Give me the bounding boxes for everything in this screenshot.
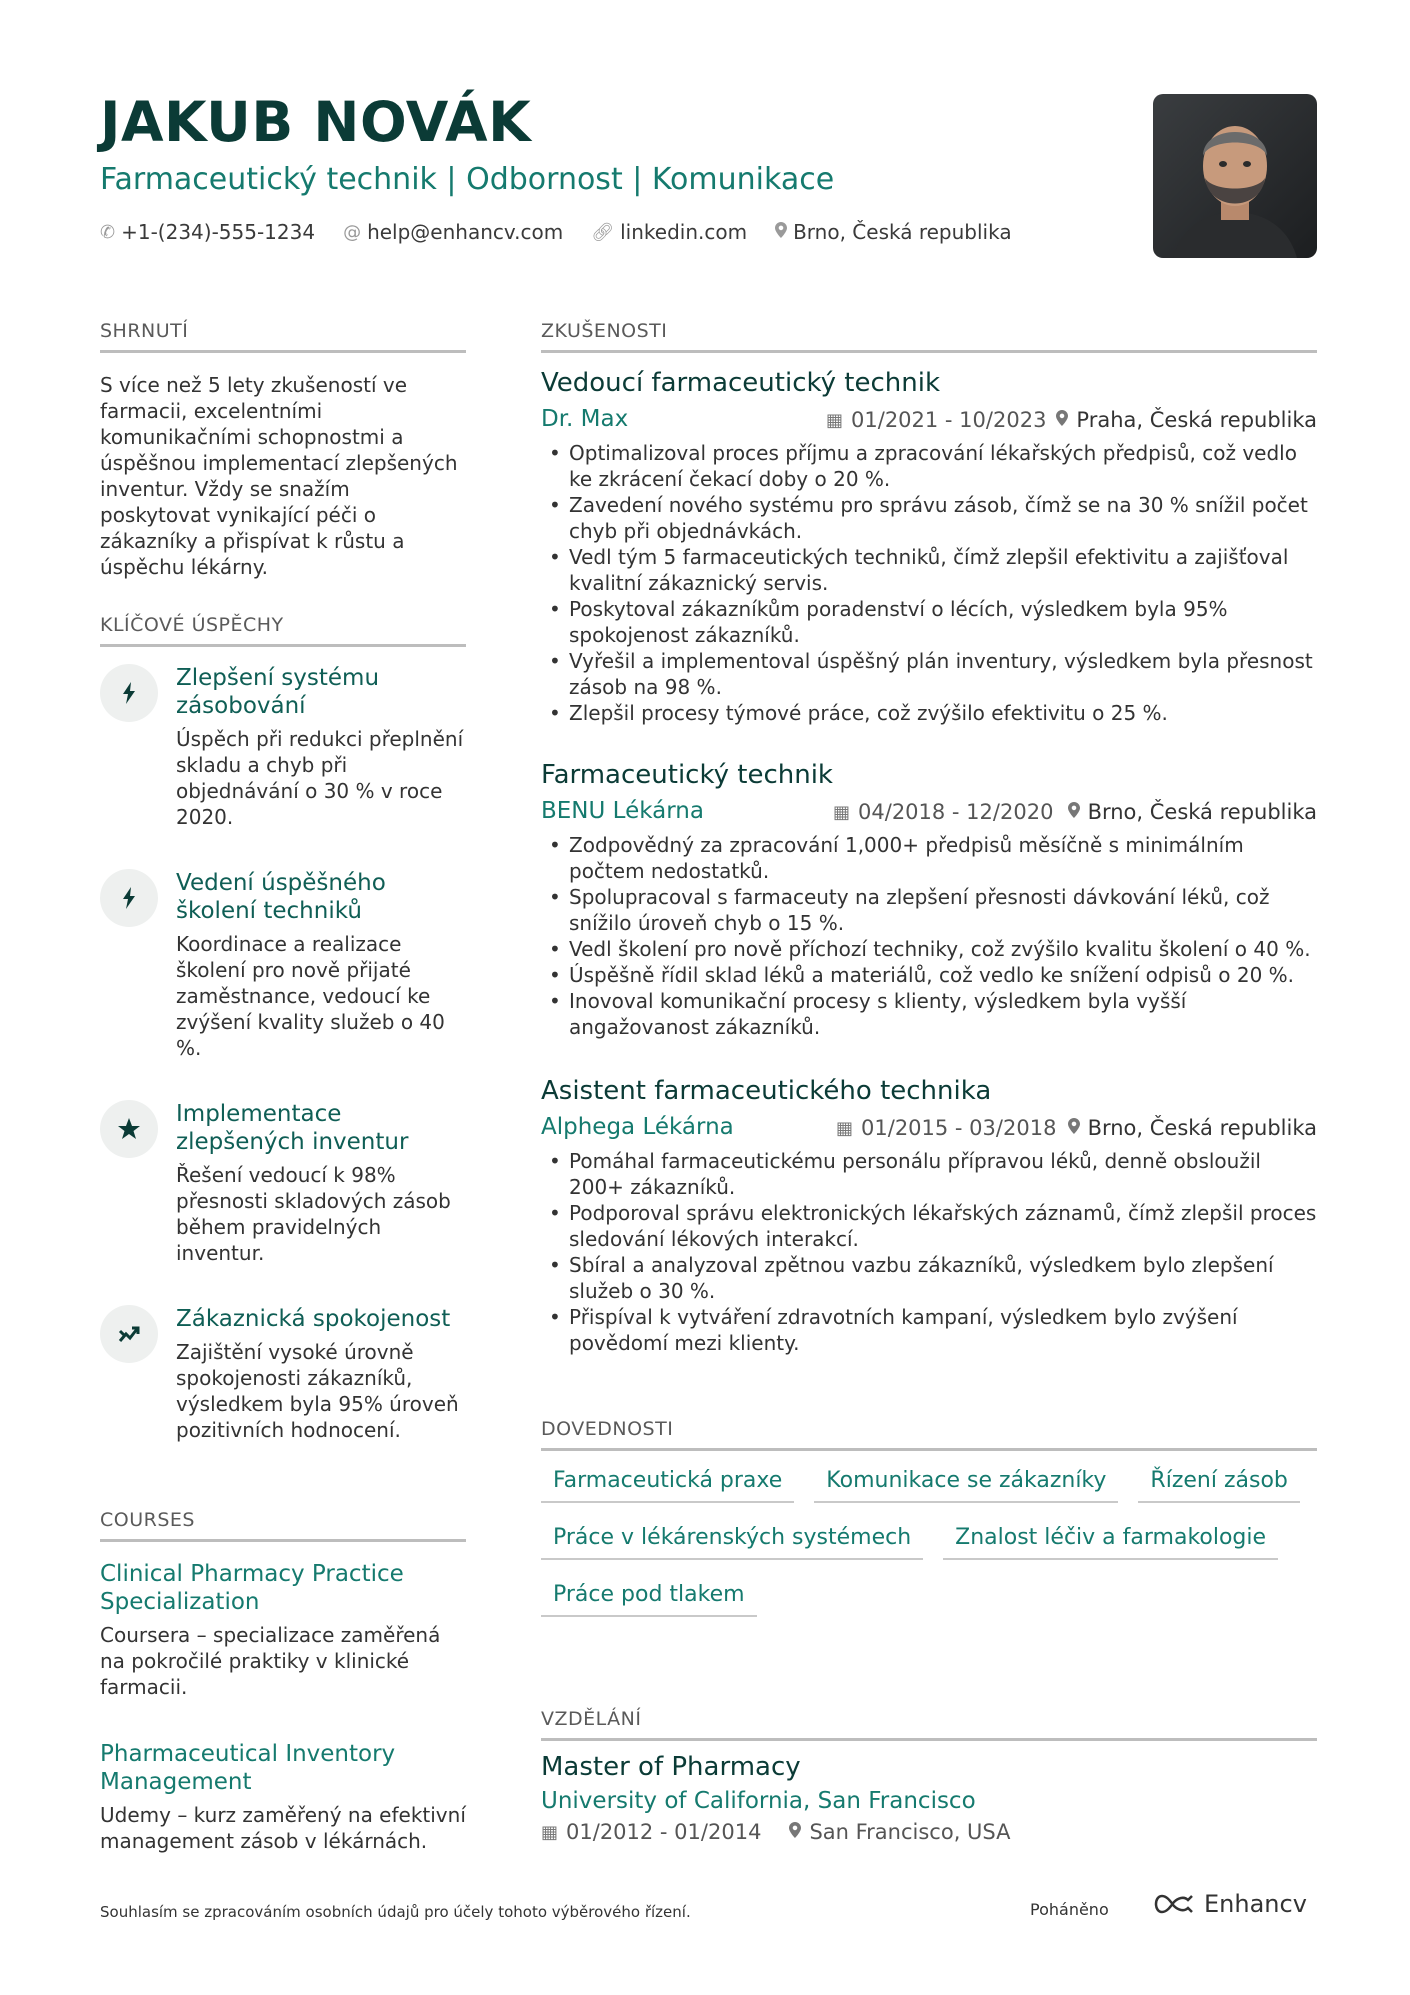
section-title-experience: ZKUŠENOSTI xyxy=(541,320,1317,353)
skill-tag: Komunikace se zákazníky xyxy=(814,1468,1118,1503)
job-company: BENU Lékárna xyxy=(541,798,704,824)
calendar-icon: ▦ xyxy=(836,1117,854,1139)
job-dates-text: 01/2021 - 10/2023 xyxy=(851,408,1047,432)
location-icon xyxy=(1056,410,1068,431)
location-icon xyxy=(775,222,787,243)
contact-email-text: help@enhancv.com xyxy=(367,220,564,244)
candidate-name: JAKUB NOVÁK xyxy=(100,90,532,154)
job-bullets xyxy=(541,440,1317,726)
job-role: Asistent farmaceutického technika xyxy=(541,1076,992,1106)
education-degree: Master of Pharmacy xyxy=(541,1752,801,1782)
section-title-achievements: KLÍČOVÉ ÚSPĚCHY xyxy=(100,614,466,647)
skill-tag: Práce v lékárenských systémech xyxy=(541,1525,923,1560)
course-item xyxy=(100,1560,470,1700)
job-location xyxy=(1068,800,1317,824)
job-bullets xyxy=(541,1148,1317,1356)
contact-location-text: Brno, Česká republika xyxy=(793,220,1012,244)
job-company: Dr. Max xyxy=(541,406,629,432)
job-bullet: • Pomáhal farmaceutickému personálu přípravou léků, denně obsloužil 200+ zákazníků. xyxy=(541,1148,1317,1200)
enhancv-logo-icon xyxy=(1150,1892,1196,1916)
course-desc: Udemy – kurz zaměřený na efektivní management zásob v lékárnách. xyxy=(100,1803,466,1853)
candidate-subtitle: Farmaceutický technik | Odbornost | Komunikace xyxy=(100,162,835,197)
calendar-icon: ▦ xyxy=(826,409,844,431)
job-bullet: • Podporoval správu elektronických lékařských záznamů, čímž zlepšil proces sledování lékových interakcí. xyxy=(541,1200,1317,1252)
job-role: Farmaceutický technik xyxy=(541,760,833,790)
job-bullet: • Poskytoval zákazníkům poradenství o lécích, výsledkem byla 95% spokojenost zákazníků. xyxy=(541,596,1317,648)
job-role: Vedoucí farmaceutický technik xyxy=(541,368,941,398)
education-dates: 01/2012 - 01/2014 xyxy=(566,1820,762,1844)
contact-linkedin-text: linkedin.com xyxy=(620,220,748,244)
job-dates xyxy=(836,1116,1056,1140)
education-meta xyxy=(541,1820,1317,1844)
bolt-icon xyxy=(100,869,158,927)
consent-text: Souhlasím se zpracováním osobních údajů pro účely tohoto výběrového řízení. xyxy=(100,1903,691,1921)
contact-email[interactable] xyxy=(343,220,563,244)
course-title: Pharmaceutical Inventory Management xyxy=(100,1741,396,1795)
at-icon: @ xyxy=(343,221,362,243)
section-title-education: VZDĚLÁNÍ xyxy=(541,1708,1317,1741)
contact-location xyxy=(775,220,1012,244)
job-dates-text: 04/2018 - 12/2020 xyxy=(858,800,1054,824)
education-item xyxy=(541,1752,1317,1844)
location-icon xyxy=(1068,802,1080,823)
achievement-desc: Koordinace a realizace školení pro nově přijaté zaměstnance, vedoucí ke zvýšení kvality služeb o 40 %. xyxy=(176,932,445,1060)
education-school: University of California, San Francisco xyxy=(541,1788,976,1814)
job-location xyxy=(1056,408,1317,432)
section-title-courses: COURSES xyxy=(100,1509,466,1542)
achievement-desc: Řešení vedoucí k 98% přesnosti skladových zásob během pravidelných inventur. xyxy=(176,1163,451,1265)
link-icon: 🔗︎ xyxy=(591,221,615,243)
education-location: San Francisco, USA xyxy=(809,1820,1011,1844)
skill-tag: Znalost léčiv a farmakologie xyxy=(943,1525,1278,1560)
section-title-summary: SHRNUTÍ xyxy=(100,320,466,353)
skill-tag: Práce pod tlakem xyxy=(541,1582,757,1617)
job-location-text: Brno, Česká republika xyxy=(1087,800,1317,824)
calendar-icon: ▦ xyxy=(833,801,851,823)
job-location-text: Brno, Česká republika xyxy=(1087,1116,1317,1140)
bolt-icon xyxy=(100,664,158,722)
job-bullets xyxy=(541,832,1317,1040)
skills-list xyxy=(541,1468,1331,1639)
achievement-desc: Úspěch při redukci přeplnění skladu a chyb při objednávání o 30 % v roce 2020. xyxy=(176,727,464,829)
location-icon xyxy=(1068,1118,1080,1139)
job-location-text: Praha, Česká republika xyxy=(1076,408,1317,432)
course-item xyxy=(100,1740,470,1854)
skill-tag: Farmaceutická praxe xyxy=(541,1468,794,1503)
job-dates xyxy=(826,408,1046,432)
job-bullet: • Sbíral a analyzoval zpětnou vazbu zákazníků, výsledkem bylo zlepšení služeb o 30 %. xyxy=(541,1252,1317,1304)
contact-bar xyxy=(100,220,1040,244)
summary-text: S více než 5 lety zkušeností ve farmacii, excelentními komunikačními schopnostmi a úspěšnou implementací zlepšených inventur. Vždy se snažím poskytovat vynikající péči o zákazníky a přispívat k růstu a úspěchu lékárny. xyxy=(100,373,458,579)
job-bullet: • Inovoval komunikační procesy s klienty, výsledkem byla vyšší angažovanost zákazníků. xyxy=(541,988,1317,1040)
section-title-skills: DOVEDNOSTI xyxy=(541,1418,1317,1451)
job-bullet: • Spolupracoval s farmaceuty na zlepšení přesnosti dávkování léků, což snížilo úroveň chyb o 15 %. xyxy=(541,884,1317,936)
profile-photo xyxy=(1153,94,1317,258)
job-bullet: • Úspěšně řídil sklad léků a materiálů, což vedlo ke snížení odpisů o 20 %. xyxy=(541,962,1317,988)
skill-tag: Řízení zásob xyxy=(1138,1468,1299,1503)
experience-item xyxy=(541,760,1317,1040)
job-bullet: • Vedl školení pro nově příchozí techniky, což zvýšilo kvalitu školení o 40 %. xyxy=(541,936,1317,962)
achievement-title: Implementace zlepšených inventur xyxy=(176,1101,409,1155)
job-bullet: • Optimalizoval proces příjmu a zpracování lékařských předpisů, což vedlo ke zkrácení čekací doby o 20 %. xyxy=(541,440,1317,492)
star-icon xyxy=(100,1100,158,1158)
job-bullet: • Zlepšil procesy týmové práce, což zvýšilo efektivitu o 25 %. xyxy=(541,700,1317,726)
job-bullet: • Zavedení nového systému pro správu zásob, čímž se na 30 % snížil počet chyb při objednávkách. xyxy=(541,492,1317,544)
job-dates xyxy=(833,800,1053,824)
enhancv-logo-text: Enhancv xyxy=(1204,1890,1307,1918)
achievement-title: Vedení úspěšného školení techniků xyxy=(176,870,386,924)
job-dates-text: 01/2015 - 03/2018 xyxy=(861,1116,1057,1140)
job-location xyxy=(1068,1116,1317,1140)
experience-item xyxy=(541,368,1317,726)
contact-linkedin[interactable] xyxy=(591,220,747,244)
trend-icon xyxy=(100,1305,158,1363)
experience-item xyxy=(541,1076,1317,1356)
calendar-icon: ▦ xyxy=(541,1821,559,1843)
achievement-title: Zákaznická spokojenost xyxy=(176,1306,451,1332)
powered-by-label: Poháněno xyxy=(1030,1900,1109,1919)
contact-phone-text: +1-(234)-555-1234 xyxy=(121,220,316,244)
achievement-desc: Zajištění vysoké úrovně spokojenosti zákazníků, výsledkem byla 95% úroveň pozitivních hodnocení. xyxy=(176,1340,459,1442)
job-bullet: • Vedl tým 5 farmaceutických techniků, čímž zlepšil efektivitu a zajišťoval kvalitní zákaznický servis. xyxy=(541,544,1317,596)
job-bullet: • Přispíval k vytváření zdravotních kampaní, výsledkem bylo zvýšení povědomí mezi klienty. xyxy=(541,1304,1317,1356)
enhancv-logo[interactable] xyxy=(1150,1890,1307,1918)
contact-phone[interactable] xyxy=(100,220,315,244)
job-bullet: • Zodpovědný za zpracování 1,000+ předpisů měsíčně s minimálním počtem nedostatků. xyxy=(541,832,1317,884)
job-bullet: • Vyřešil a implementoval úspěšný plán inventury, výsledkem byla přesnost zásob na 98 %. xyxy=(541,648,1317,700)
achievement-title: Zlepšení systému zásobování xyxy=(176,665,380,719)
course-title: Clinical Pharmacy Practice Specialization xyxy=(100,1561,404,1615)
course-desc: Coursera – specializace zaměřená na pokročilé praktiky v klinické farmacii. xyxy=(100,1623,441,1699)
phone-icon: ✆ xyxy=(100,221,116,243)
location-icon xyxy=(789,1822,801,1843)
job-company: Alphega Lékárna xyxy=(541,1114,734,1140)
